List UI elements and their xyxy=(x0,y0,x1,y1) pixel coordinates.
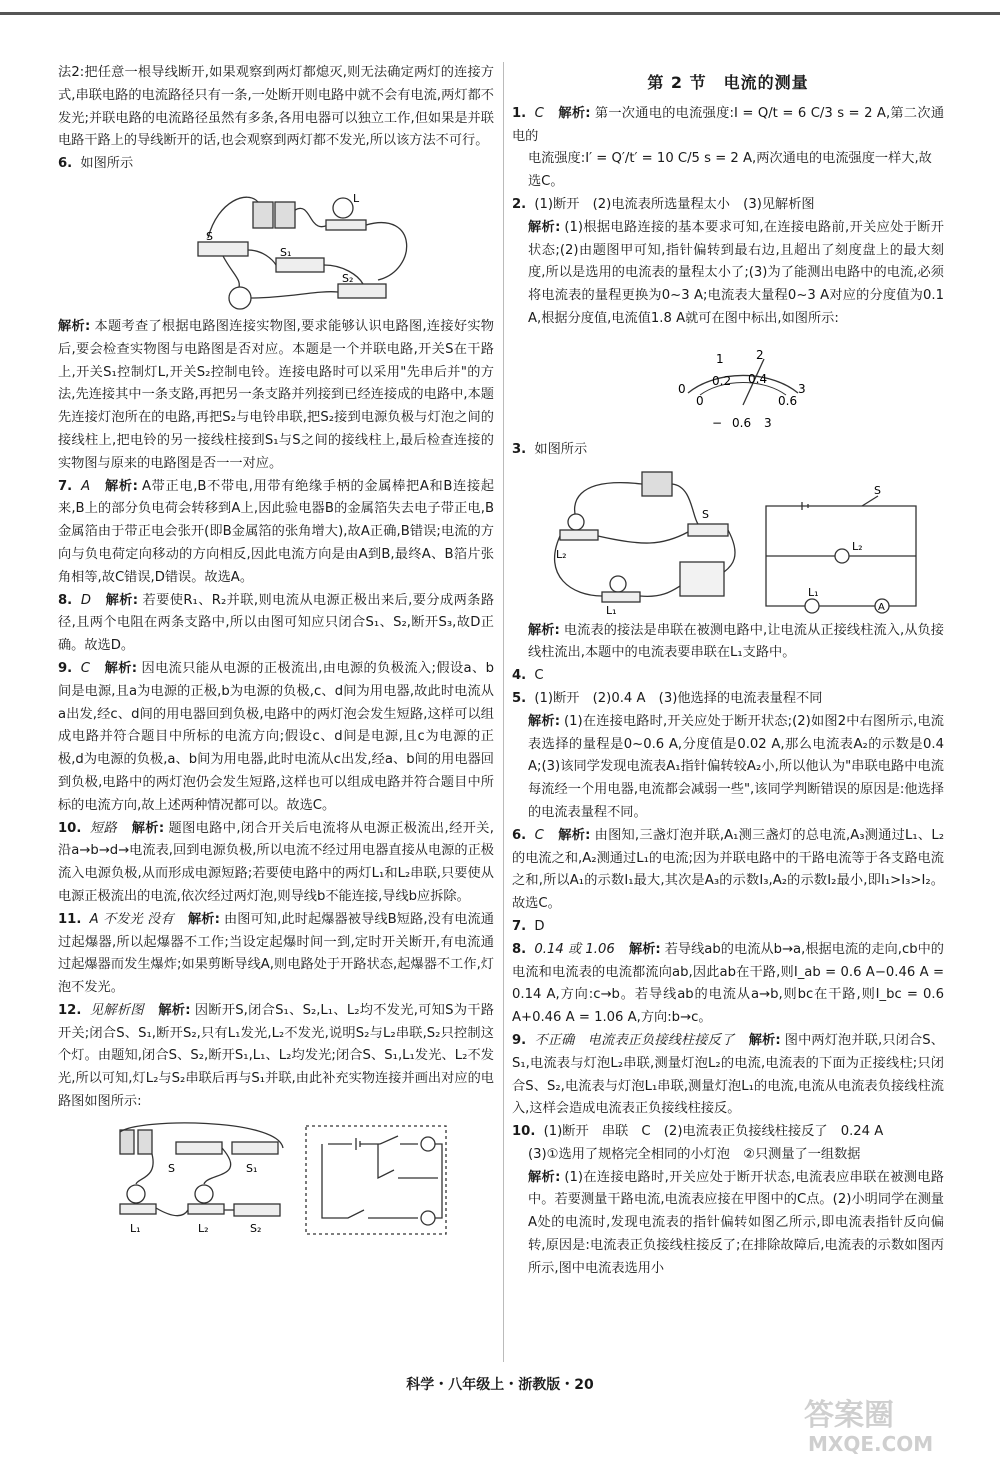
q7-number: 7. xyxy=(58,478,73,494)
q12-circuit-svg xyxy=(58,1118,494,1238)
r-q1-answer: C xyxy=(534,105,544,121)
r-q3-explanation xyxy=(512,620,944,666)
meter-terminal-06: 0.6 xyxy=(732,415,752,430)
q10-number: 10. xyxy=(58,820,82,836)
r-q1-number: 1. xyxy=(512,105,527,121)
fig3-label-l1: L₁ xyxy=(606,603,617,616)
q8-answer: D xyxy=(80,592,91,608)
intro-paragraph: 法2:把任意一根导线断开,如果观察到两灯都熄灭,则无法确定两灯的连接方式,串联电路的电流路径只有一条,一处断开则电路中就不会有电流,两灯都不发光;并联电路的电流路径虽然有多条,各用电器可以独立工作,但如果是并联电路干路上的导线断开的话,也会观察到两灯都不发光,所以该方法不可行。 xyxy=(58,65,494,149)
r-q9-jx-label: 解析: xyxy=(748,1032,781,1048)
svg-text:L: L xyxy=(353,191,360,205)
r-q9-number: 9. xyxy=(512,1032,527,1048)
q3-circuit-figure xyxy=(512,466,944,616)
q12-answer: 见解析图 xyxy=(89,1002,144,1018)
r-q5-explanation xyxy=(512,711,944,825)
fig12-label-s2: S₂ xyxy=(250,1221,262,1235)
meter-outer-1: 1 xyxy=(716,351,724,366)
svg-text:S: S xyxy=(206,229,213,243)
meter-inner-1: 0.2 xyxy=(712,373,732,388)
r-q10-number: 10. xyxy=(512,1124,536,1140)
meter-terminal-neg: − xyxy=(712,415,723,430)
r-question-7 xyxy=(512,916,944,939)
r-q4-answer: C xyxy=(534,668,544,684)
r-q6-jx-label: 解析: xyxy=(558,827,591,843)
r-q9-jx-text: 图中两灯泡并联,只闭合S、S₁,电流表与灯泡L₂串联,测量灯泡L₂的电流,电流表的下面为正接线柱;只闭合S、S₂,电流表与灯泡L₁串联,测量灯泡L₁的电流,电流从电流表负接线柱流入,这样会造成电流表正负接线柱接反。 xyxy=(512,1032,944,1117)
fig12-label-l1: L₁ xyxy=(130,1221,141,1235)
r-q2-jx-label: 解析: xyxy=(528,219,561,235)
svg-text:S₁: S₁ xyxy=(280,245,292,259)
meter-outer-0: 0 xyxy=(678,381,686,396)
r-q1-jx-label: 解析: xyxy=(558,105,591,121)
r-q7-answer: D xyxy=(534,918,545,934)
r-question-1 xyxy=(512,103,944,149)
q12-number: 12. xyxy=(58,1002,82,1018)
svg-text:答案圈: 答案圈 xyxy=(804,1398,894,1433)
meter-outer-2: 2 xyxy=(756,347,764,362)
q10-answer: 短路 xyxy=(89,820,118,836)
r-question-9 xyxy=(512,1030,944,1121)
q7-answer: A xyxy=(81,478,91,494)
q6-circuit-figure xyxy=(58,180,494,312)
r-q5-answer: (1)断开 (2)0.4 A (3)他选择的电流表量程不同 xyxy=(534,690,823,706)
question-7 xyxy=(58,476,494,590)
question-9 xyxy=(58,658,494,818)
question-10 xyxy=(58,818,494,909)
r-question-5 xyxy=(512,688,944,711)
r-question-3 xyxy=(512,439,944,462)
r-q10-answer: (1)断开 串联 C (2)电流表正负接线柱接反了 0.24 A xyxy=(543,1124,884,1140)
fig3-sch-l1: L₁ xyxy=(808,585,819,599)
svg-text:MXQE.COM: MXQE.COM xyxy=(808,1432,934,1456)
ammeter-scale-figure xyxy=(512,335,944,435)
r-q9-answer: 不正确 电流表正负接线柱接反了 xyxy=(534,1032,735,1048)
r-q3-number: 3. xyxy=(512,441,527,457)
r-q6-number: 6. xyxy=(512,827,527,843)
r-q2-answer: (1)断开 (2)电流表所选量程太小 (3)见解析图 xyxy=(534,196,815,212)
q9-answer: C xyxy=(80,660,91,676)
meter-inner-3: 0.6 xyxy=(778,393,798,408)
ammeter-scale-svg xyxy=(512,335,944,435)
q8-jx-label: 解析: xyxy=(105,592,139,608)
q11-answer: A 不发光 没有 xyxy=(89,911,174,927)
r-q10-answer2: (3)①选用了规格完全相同的小灯泡 ②只测量了一组数据 xyxy=(528,1146,861,1162)
left-column xyxy=(58,62,494,1242)
right-column xyxy=(512,62,944,1281)
r-q7-number: 7. xyxy=(512,918,527,934)
r-q10-jx-text: (1)在连接电路时,开关应处于断开状态,电流表应串联在被测电路中。若要测量干路电流,电流表应接在甲图中的C点。(2)小明同学在测量A处的电流时,发现电流表的指针偏转如图乙所示,即电流表指针反向偏转,原因是:电流表正负接线柱接反了;在排除故障后,电流表的示数如图丙所示,图中电流表选用小 xyxy=(528,1169,944,1276)
q8-jx-text: 若要使R₁、R₂并联,则电流从电源正极出来后,要分成两条路径,且两个电阻在两条支路中,所以由图可知应只闭合S₁、S₂,断开S₃,故D正确。故选D。 xyxy=(58,592,495,654)
q12-jx-label: 解析: xyxy=(158,1002,191,1018)
q6-answer: 如图所示 xyxy=(80,156,134,172)
q12-figure xyxy=(58,1118,494,1238)
q6-jx-label: 解析: xyxy=(58,318,91,334)
q6-jx-text: 本题考查了根据电路图连接实物图,要求能够认识电路图,连接好实物后,要会检查实物图与电路图是否对应。本题是一个并联电路,开关S在干路上,开关S₁控制灯L,开关S₂控制电铃。连接电路时可以采用"先串后并"的方法,先连接其中一条支路,再把另一条支路并列接到已经连接成的电路中,本题先连接灯泡所在的电路,再把S₂与电铃串联,把S₂接到电源负极与灯泡之间的接线柱上,把电铃的另一接线柱接到S₁与S之间的接线柱上,最后检查连接的实物图与原来的电路图是否一一对应。 xyxy=(58,318,494,471)
q6-number: 6. xyxy=(58,156,73,172)
fig3-sch-s: S xyxy=(874,483,881,497)
section-title: 第 2 节 电流的测量 xyxy=(647,73,809,92)
r-question-2 xyxy=(512,194,944,217)
q7-jx-text: A带正电,B不带电,用带有绝缘手柄的金属棒把A和B连接起来,B上的部分负电荷会转移到A上,因此验电器B的金属箔失去电子带正电,B金属箔由于带正电会张开(即B金属箔的张角增大),故A正确,B错误;电流的方向与负电荷定向移动的方向相反,因此电流方向是由A到B,最终A、B箔片张角相等,故C错误,D错误。故选A。 xyxy=(58,478,494,585)
fig3-label-l2: L₂ xyxy=(556,547,567,561)
r-q6-jx-text: 由图知,三盏灯泡并联,A₁测三盏灯的总电流,A₃测通过L₁、L₂的电流之和,A₂测通过L₁的电流;因为并联电路中的干路电流等于各支路电流之和,所以A₁的示数I₁最大,其次是A₃的示数I₃,A₂的示数I₂最小,即I₁>I₃>I₂。故选C。 xyxy=(512,827,944,912)
r-q5-jx-text: (1)在连接电路时,开关应处于断开状态;(2)如图2中右图所示,电流表选择的量程是0~0.6 A,分度值是0.02 A,那么电流表A₂的示数是0.4 A;(3)该同学发现电流表A₁指针偏转较A₂小,所以他认为"串联电路中电流每流经一个用电器,电流都会减弱一些",该同学判断错误的原因是:他选择的电流表量程不同。 xyxy=(528,713,944,820)
q11-jx-label: 解析: xyxy=(188,911,220,927)
r-q3-answer: 如图所示 xyxy=(534,441,588,457)
r-q2-jx-text: (1)根据电路连接的基本要求可知,在连接电路前,开关应处于断开状态;(2)由题图甲可知,指针偏转到最右边,且超出了刻度盘上的最大刻度,所以是选用的电流表的量程太小了;(3)为了能测出电路中的电流,必须将电流表的量程更换为0~3 A;电流表大量程0~3 A对应的分度值为0.1 A,根据分度值,电流值1.8 A就可在图中标出,如图所示: xyxy=(528,219,944,326)
column-divider xyxy=(503,62,504,1362)
question-6 xyxy=(58,153,494,176)
r-q10-jx-label: 解析: xyxy=(528,1169,561,1185)
fig3-sch-l2: L₂ xyxy=(852,539,863,553)
q6-explanation xyxy=(58,316,494,476)
q3-circuit-svg xyxy=(512,466,944,616)
r-q8-answer: 0.14 或 1.06 xyxy=(534,941,615,957)
q9-jx-label: 解析: xyxy=(104,660,138,676)
q7-jx-label: 解析: xyxy=(104,478,138,494)
r-q1-line1: 第一次通电的电流强度:I = Q/t = 6 C/3 s = 2 A,第二次通电的 xyxy=(512,105,945,144)
question-11 xyxy=(58,909,494,1000)
meter-terminal-3: 3 xyxy=(764,415,772,430)
r-q2-number: 2. xyxy=(512,196,527,212)
r-question-6 xyxy=(512,825,944,916)
r-question-10 xyxy=(512,1121,944,1144)
q11-jx-text: 由图可知,此时起爆器被导线B短路,没有电流通过起爆器,所以起爆器不工作;当设定起爆时间一到,定时开关断开,有电流通过起爆器而发生爆炸;如果剪断导线A,则电路处于开路状态,起爆器不工作,灯泡不发光。 xyxy=(58,911,494,996)
top-rule xyxy=(0,12,1000,15)
r-q6-answer: C xyxy=(534,827,544,843)
r-question-4 xyxy=(512,665,944,688)
svg-text:S₂: S₂ xyxy=(342,271,354,285)
q6-circuit-svg xyxy=(58,180,494,312)
r-q8-jx-text: 若导线ab的电流从b→a,根据电流的走向,cb中的电流和电流表的电流都流向ab,因此ab在干路,则I_ab = 0.6 A−0.46 A = 0.14 A,方向:c→b。若导线ab的电流从a→b,则bc在干路,则I_bc = 0.6 A+0.46 A = 1.06 A,方向:b→c。 xyxy=(512,941,944,1026)
fig3-sch-a: A xyxy=(878,601,885,613)
q11-number: 11. xyxy=(58,911,82,927)
r-q1-line3: 选C。 xyxy=(528,174,564,190)
r-q3-jx-text: 电流表的接法是串联在被测电路中,让电流从正接线柱流入,从负接线柱流出,本题中的电流表要串联在L₁支路中。 xyxy=(528,622,944,661)
r-q3-jx-label: 解析: xyxy=(528,622,560,638)
r-q5-jx-label: 解析: xyxy=(528,713,560,729)
fig12-label-l2: L₂ xyxy=(198,1221,209,1235)
page-footer: 科学・八年级上・浙教版・20 xyxy=(406,1377,594,1393)
r-q10-explanation xyxy=(512,1167,944,1281)
r-q1-line2: 电流强度:I′ = Q′/t′ = 10 C/5 s = 2 A,两次通电的电流强度一样大,故 xyxy=(528,151,932,167)
r-q2-explanation xyxy=(512,217,944,331)
q8-number: 8. xyxy=(58,592,73,608)
question-12 xyxy=(58,1000,494,1114)
q10-jx-text: 题图电路中,闭合开关后电流将从电源正极流出,经开关,沿a→b→d→电流表,回到电源负极,所以电流不经过用电器直接从电源的正极流入电源负极,从而形成电源短路;若要使电路中的两灯L₁和L₂串联,只要使从电源正极流出的电流,依次经过两灯泡,则导线b不能连接,导线b应拆除。 xyxy=(58,820,494,904)
r-question-8 xyxy=(512,939,944,1030)
meter-inner-2: 0.4 xyxy=(748,371,768,386)
fig3-label-s: S xyxy=(702,507,709,521)
watermark-logo xyxy=(794,1389,984,1459)
r-q4-number: 4. xyxy=(512,668,527,684)
r-q8-jx-label: 解析: xyxy=(628,941,661,957)
q9-number: 9. xyxy=(58,660,73,676)
q10-jx-label: 解析: xyxy=(131,820,165,836)
r-q5-number: 5. xyxy=(512,690,527,706)
meter-inner-0: 0 xyxy=(696,393,704,408)
r-q8-number: 8. xyxy=(512,941,527,957)
fig12-label-s1: S₁ xyxy=(246,1161,258,1175)
q12-jx-text: 因断开S,闭合S₁、S₂,L₁、L₂均不发光,可知S为干路开关;闭合S、S₁,断开S₂,只有L₁发光,L₂不发光,说明S₂与L₂串联,S₂只控制这个灯。由题知,闭合S、S₂,断开S₁,L₁、L₂均发光;闭合S、S₁,L₁发光、L₂不发光,所以可知,灯L₂与S₂串联后再与S₁并联,由此补充实物连接并画出对应的电路图如图所示: xyxy=(58,1002,494,1110)
question-8 xyxy=(58,590,494,658)
meter-outer-3: 3 xyxy=(798,381,806,396)
q9-jx-text: 因电流只能从电源的正极流出,由电源的负极流入;假设a、b间是电源,且a为电源的正极,b为电源的负极,c、d间为用电器,故此时电流从a出发,经c、d间的用电器回到负极,电路中的两灯泡会发生短路,这样可以组成电路并符合题目中所标的电流方向;假设c、d间是电源,且c为电源的正极,d为电源的负极,a、b间为用电器,此时电流从c出发,经a、b间的用电器回到负极,电路中的两灯泡仍会发生短路,这样也可以组成电路并符合题目中所标的电流方向,故上述两种情况都可以。故选C。 xyxy=(58,660,494,813)
fig12-label-s: S xyxy=(168,1161,175,1175)
